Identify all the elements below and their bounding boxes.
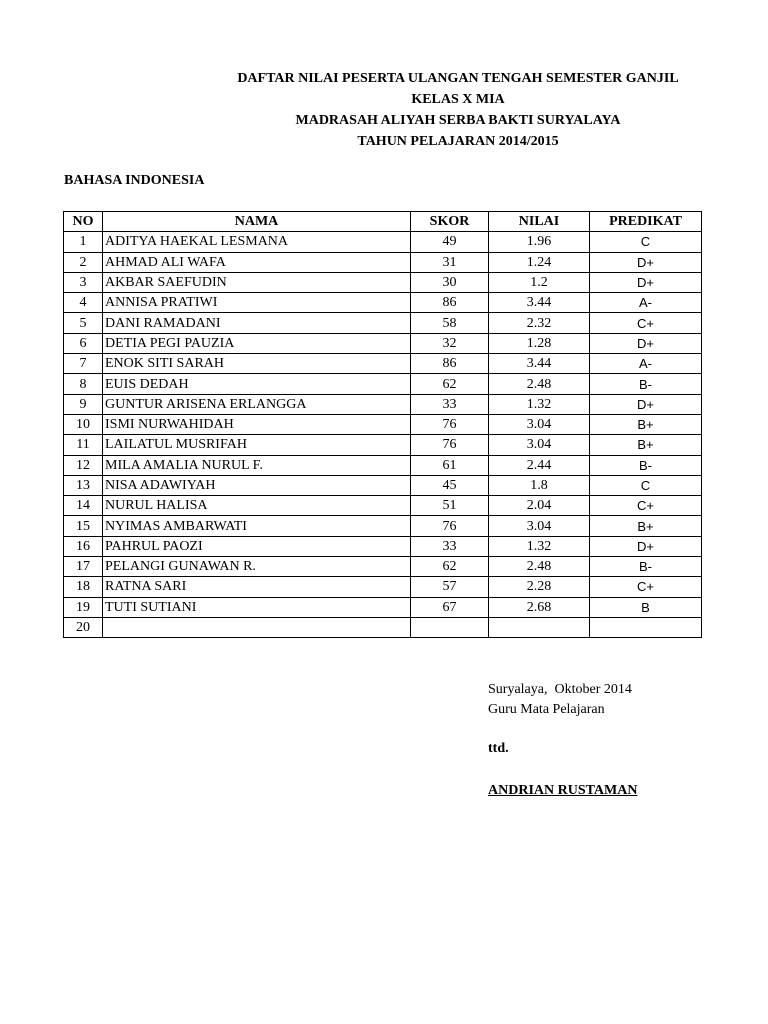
cell-nama: DANI RAMADANI [103,313,411,333]
cell-predikat: D+ [590,394,702,414]
cell-skor: 32 [411,333,489,353]
table-row [64,252,702,272]
cell-predikat: B+ [590,516,702,536]
table-row [64,232,702,252]
table-row [64,597,702,617]
signature-role: Guru Mata Pelajaran [488,702,605,717]
cell-skor: 62 [411,374,489,394]
cell-no: 3 [64,272,103,292]
cell-nilai: 3.04 [489,435,590,455]
cell-nilai: 1.32 [489,536,590,556]
cell-predikat: A- [590,354,702,374]
cell-no: 19 [64,597,103,617]
cell-skor: 86 [411,354,489,374]
cell-predikat: D+ [590,333,702,353]
cell-no: 15 [64,516,103,536]
cell-nilai: 2.44 [489,455,590,475]
cell-nama: LAILATUL MUSRIFAH [103,435,411,455]
cell-nilai: 2.48 [489,557,590,577]
cell-predikat: C [590,232,702,252]
signature-name: ANDRIAN RUSTAMAN [488,783,638,798]
cell-nama: NYIMAS AMBARWATI [103,516,411,536]
table-row [64,313,702,333]
cell-nama: DETIA PEGI PAUZIA [103,333,411,353]
table-row [64,496,702,516]
cell-nama: NISA ADAWIYAH [103,475,411,495]
header-title: DAFTAR NILAI PESERTA ULANGAN TENGAH SEMESTER GANJIL [237,71,679,86]
cell-skor: 76 [411,516,489,536]
cell-nilai: 3.44 [489,354,590,374]
cell-nilai: 2.48 [489,374,590,394]
signature-block [488,680,632,720]
cell-no: 18 [64,577,103,597]
table-row [64,557,702,577]
table-row [64,394,702,414]
cell-nama: PAHRUL PAOZI [103,536,411,556]
cell-predikat: C+ [590,313,702,333]
cell-no: 5 [64,313,103,333]
cell-skor: 33 [411,394,489,414]
cell-nilai: 3.44 [489,293,590,313]
header-no: NO [64,212,103,232]
cell-nama: ANNISA PRATIWI [103,293,411,313]
cell-skor: 57 [411,577,489,597]
table-row [64,374,702,394]
cell-nama: AKBAR SAEFUDIN [103,272,411,292]
cell-predikat: C+ [590,496,702,516]
cell-nama: NURUL HALISA [103,496,411,516]
cell-no: 6 [64,333,103,353]
cell-no: 17 [64,557,103,577]
header-school: MADRASAH ALIYAH SERBA BAKTI SURYALAYA [295,113,621,128]
cell-nama [103,617,411,637]
cell-skor: 76 [411,414,489,434]
cell-skor: 51 [411,496,489,516]
cell-predikat: B- [590,455,702,475]
cell-predikat: D+ [590,272,702,292]
cell-nilai: 1.2 [489,272,590,292]
cell-nama: PELANGI GUNAWAN R. [103,557,411,577]
subject-label: BAHASA INDONESIA [64,173,205,188]
cell-no: 8 [64,374,103,394]
cell-predikat: B+ [590,435,702,455]
cell-nama: MILA AMALIA NURUL F. [103,455,411,475]
cell-nilai: 2.04 [489,496,590,516]
cell-predikat: B+ [590,414,702,434]
header-skor: SKOR [411,212,489,232]
cell-no: 16 [64,536,103,556]
cell-nilai: 1.24 [489,252,590,272]
cell-no: 10 [64,414,103,434]
table-row [64,414,702,434]
cell-nilai: 1.8 [489,475,590,495]
cell-no: 20 [64,617,103,637]
cell-nilai [489,617,590,637]
cell-skor: 30 [411,272,489,292]
table-body [64,232,702,638]
cell-predikat: B- [590,374,702,394]
table-row [64,577,702,597]
table-row [64,354,702,374]
cell-no: 9 [64,394,103,414]
cell-nilai: 3.04 [489,414,590,434]
cell-skor: 62 [411,557,489,577]
header-class: KELAS X MIA [411,92,505,107]
table-row [64,516,702,536]
cell-nama: TUTI SUTIANI [103,597,411,617]
cell-nama: ADITYA HAEKAL LESMANA [103,232,411,252]
cell-predikat: C [590,475,702,495]
cell-predikat: A- [590,293,702,313]
cell-skor: 76 [411,435,489,455]
table-row [64,272,702,292]
table-row [64,333,702,353]
cell-nilai: 1.32 [489,394,590,414]
cell-nama: RATNA SARI [103,577,411,597]
table-row [64,475,702,495]
cell-nilai: 2.68 [489,597,590,617]
cell-predikat: C+ [590,577,702,597]
signature-ttd: ttd. [488,741,509,756]
header-predikat: PREDIKAT [590,212,702,232]
cell-skor: 67 [411,597,489,617]
cell-predikat: B [590,597,702,617]
cell-predikat: D+ [590,536,702,556]
cell-nilai: 2.32 [489,313,590,333]
header-nilai: NILAI [489,212,590,232]
table-row [64,293,702,313]
cell-predikat: B- [590,557,702,577]
cell-skor: 58 [411,313,489,333]
cell-no: 7 [64,354,103,374]
cell-skor: 49 [411,232,489,252]
signature-place-date: Suryalaya, Oktober 2014 [488,682,632,697]
cell-skor: 33 [411,536,489,556]
cell-nilai: 2.28 [489,577,590,597]
table-row [64,435,702,455]
cell-skor: 86 [411,293,489,313]
table-row [64,617,702,637]
header-nama: NAMA [103,212,411,232]
cell-no: 14 [64,496,103,516]
cell-nama: EUIS DEDAH [103,374,411,394]
table-row [64,536,702,556]
header-year: TAHUN PELAJARAN 2014/2015 [357,134,559,149]
cell-nama: ISMI NURWAHIDAH [103,414,411,434]
cell-no: 4 [64,293,103,313]
cell-predikat: D+ [590,252,702,272]
table-row [64,455,702,475]
cell-predikat [590,617,702,637]
cell-nama: ENOK SITI SARAH [103,354,411,374]
cell-no: 13 [64,475,103,495]
cell-nama: GUNTUR ARISENA ERLANGGA [103,394,411,414]
cell-skor: 61 [411,455,489,475]
cell-nama: AHMAD ALI WAFA [103,252,411,272]
cell-skor: 45 [411,475,489,495]
cell-nilai: 1.96 [489,232,590,252]
cell-no: 11 [64,435,103,455]
cell-nilai: 3.04 [489,516,590,536]
grades-table [63,211,702,638]
cell-no: 1 [64,232,103,252]
cell-nilai: 1.28 [489,333,590,353]
table-header-row [64,212,702,232]
cell-skor [411,617,489,637]
cell-no: 2 [64,252,103,272]
cell-skor: 31 [411,252,489,272]
cell-no: 12 [64,455,103,475]
